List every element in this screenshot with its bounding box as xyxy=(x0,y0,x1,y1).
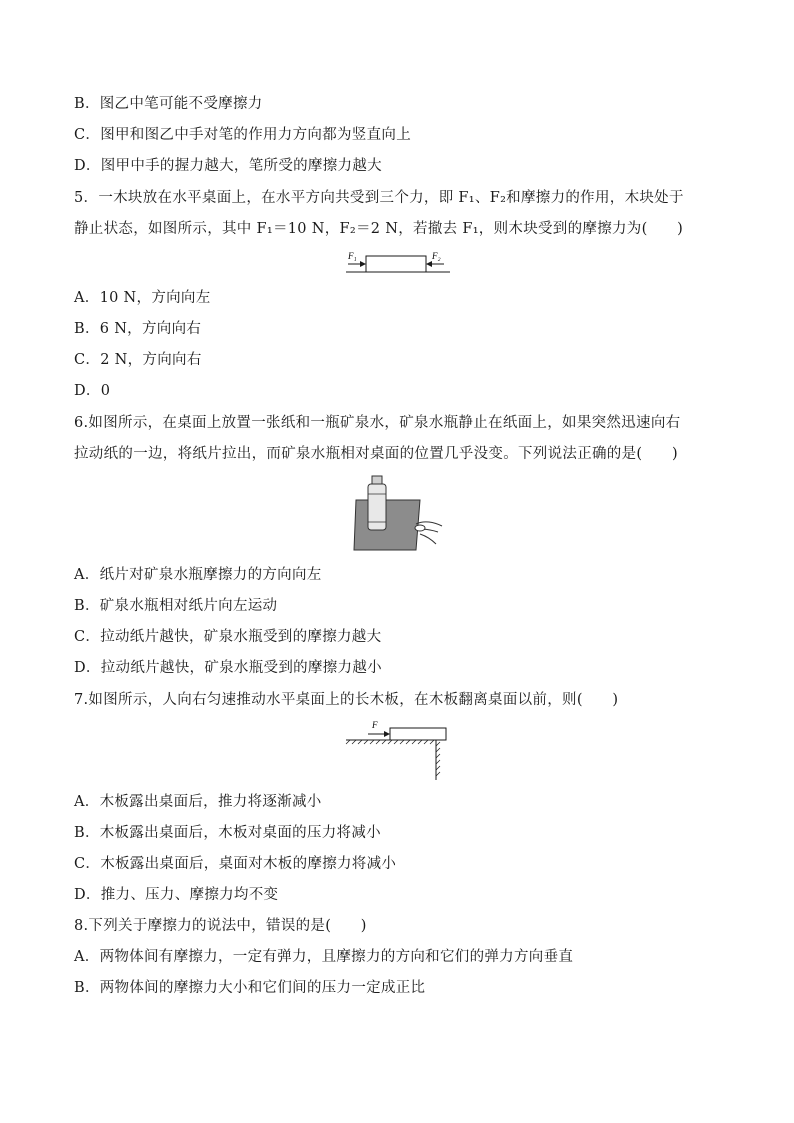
q4-option-b: B．图乙中笔可能不受摩擦力 xyxy=(74,96,263,112)
f1-label: F₁ xyxy=(348,251,357,261)
q8-option-a: A．两物体间有摩擦力，一定有弹力，且摩擦力的方向和它们的弹力方向垂直 xyxy=(74,949,574,965)
q5-option-b: B．6 N，方向向右 xyxy=(74,321,202,337)
q5-option-d: D．0 xyxy=(74,383,111,399)
f1-arrow-icon xyxy=(360,261,366,267)
q5-stem-line1: 5．一木块放在水平桌面上，在水平方向共受到三个力，即 F₁、F₂和摩擦力的作用，木块处于 xyxy=(74,190,684,206)
f2-arrow-icon xyxy=(426,261,432,267)
f-label: F xyxy=(372,720,378,730)
q6-figure xyxy=(350,474,450,554)
q8-stem: 8.下列关于摩擦力的说法中，错误的是( ) xyxy=(74,918,367,934)
q6-option-b: B．矿泉水瓶相对纸片向左运动 xyxy=(74,598,278,614)
q6-stem-line1: 6.如图所示，在桌面上放置一张纸和一瓶矿泉水，矿泉水瓶静止在纸面上，如果突然迅速向右 xyxy=(74,415,681,431)
bottle-cap xyxy=(372,476,382,484)
q8-option-b: B．两物体间的摩擦力大小和它们间的压力一定成正比 xyxy=(74,980,426,996)
wooden-block xyxy=(366,256,426,272)
q7-stem: 7.如图所示，人向右匀速推动水平桌面上的长木板，在木板翻离桌面以前，则( ) xyxy=(74,692,619,708)
q7-option-d: D．推力、压力、摩擦力均不变 xyxy=(74,887,279,903)
q4-option-c: C．图甲和图乙中手对笔的作用力方向都为竖直向上 xyxy=(74,127,411,143)
q5-stem-line2: 静止状态，如图所示，其中 F₁＝10 N，F₂＝2 N，若撤去 F₁，则木块受到的摩擦力为( ) xyxy=(74,221,684,237)
water-bottle xyxy=(368,484,386,530)
q6-option-c: C．拉动纸片越快，矿泉水瓶受到的摩擦力越大 xyxy=(74,629,382,645)
q5-option-a: A．10 N，方向向左 xyxy=(74,290,211,306)
q7-option-b: B．木板露出桌面后，木板对桌面的压力将减小 xyxy=(74,825,381,841)
q7-figure xyxy=(344,718,454,782)
q7-option-a: A．木板露出桌面后，推力将逐渐减小 xyxy=(74,794,322,810)
q6-option-a: A．纸片对矿泉水瓶摩擦力的方向向左 xyxy=(74,567,322,583)
push-arrow-icon xyxy=(384,731,390,737)
q5-figure xyxy=(344,248,454,278)
wooden-board xyxy=(390,728,446,740)
q6-option-d: D．拉动纸片越快，矿泉水瓶受到的摩擦力越小 xyxy=(74,660,382,676)
f2-label: F₂ xyxy=(432,251,441,261)
q5-option-c: C．2 N，方向向右 xyxy=(74,352,202,368)
q4-option-d: D．图甲中手的握力越大，笔所受的摩擦力越大 xyxy=(74,158,382,174)
paper-sheet xyxy=(354,500,420,550)
q6-stem-line2: 拉动纸的一边，将纸片拉出，而矿泉水瓶相对桌面的位置几乎没变。下列说法正确的是( ) xyxy=(74,446,678,462)
q7-option-c: C．木板露出桌面后，桌面对木板的摩擦力将减小 xyxy=(74,856,397,872)
